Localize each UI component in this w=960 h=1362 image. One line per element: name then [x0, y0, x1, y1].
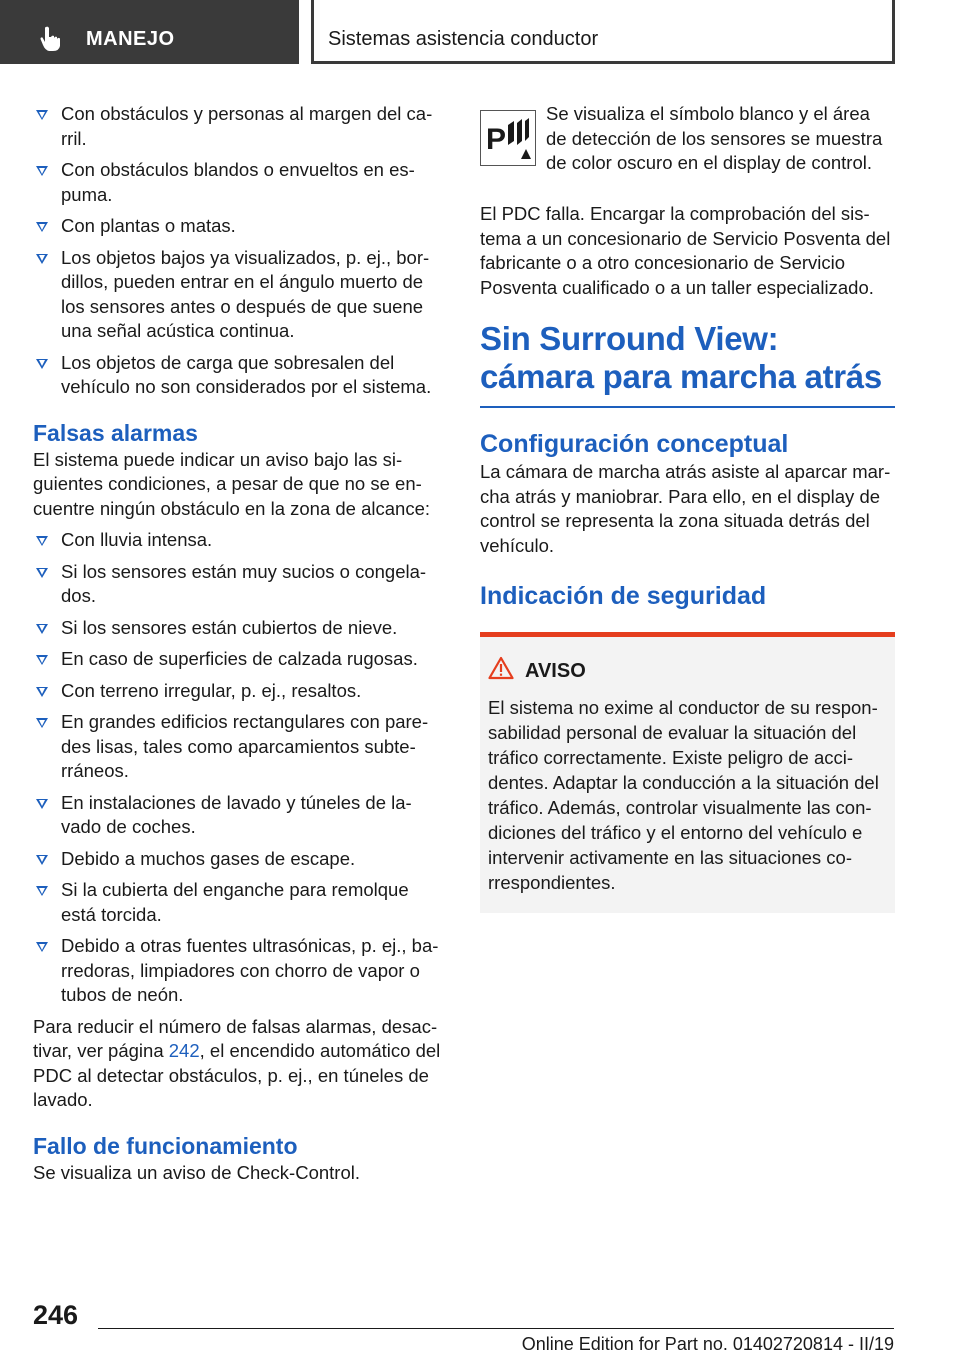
false-alarms-intro: El sistema puede indicar un aviso bajo las siguientes condiciones, a pesar de que no se encuentre ningún obstáculo en la zona de alcance:	[33, 448, 431, 519]
triangle-bullet-icon	[36, 687, 48, 697]
list-item: Con obstáculos blandos o envueltos en espuma.	[33, 158, 443, 207]
triangle-bullet-icon	[36, 110, 48, 120]
triangle-bullet-icon	[36, 718, 48, 728]
reduce-false-alarms-text: Para reducir el número de falsas alarmas, desactivar, ver página 242, el encendido automático del PDC al detectar obstáculos, p. ej., en túneles de lavado.	[33, 1015, 441, 1110]
warning-triangle-icon	[488, 656, 514, 680]
list-item: Debido a otras fuentes ultrasónicas, p. ej., barredoras, limpiadores con chorro de vapor o tubos de neón.	[33, 934, 443, 1008]
svg-text:P: P	[486, 123, 507, 156]
edition-footer: Online Edition for Part no. 01402720814 - II/19	[521, 1334, 894, 1354]
symbol-description: Se visualiza el símbolo blanco y el área de detección de los sensores se muestra de color oscuro en el display de control.	[546, 103, 883, 173]
triangle-bullet-icon	[36, 799, 48, 809]
right-column	[480, 102, 895, 913]
triangle-bullet-icon	[36, 222, 48, 232]
list-item: Si los sensores están cubiertos de nieve.	[33, 616, 443, 641]
list-item: Si la cubierta del enganche para remolque está torcida.	[33, 878, 443, 927]
list-item: Con obstáculos y personas al margen del carril.	[33, 102, 443, 151]
page-number: 246	[33, 1300, 79, 1330]
false-alarms-list	[33, 528, 443, 1008]
chapter-header	[311, 0, 895, 64]
triangle-bullet-icon	[36, 886, 48, 896]
safety-heading: Indicación de seguridad	[480, 582, 767, 610]
list-item: En instalaciones de lavado y túneles de lavado de coches.	[33, 791, 443, 840]
heading-divider	[480, 406, 895, 408]
main-heading: Sin Surround View: cámara para marcha atrás	[480, 320, 882, 395]
list-item: En caso de superficies de calzada rugosas.	[33, 647, 443, 672]
pdc-sensor-icon	[480, 110, 536, 166]
triangle-bullet-icon	[36, 624, 48, 634]
warning-title: AVISO	[488, 659, 887, 683]
concept-text: La cámara de marcha atrás asiste al aparcar marcha atrás y maniobrar. Para ello, en el display de control se representa la zona situada detrás del vehículo.	[480, 461, 891, 556]
list-item: Los objetos bajos ya visualizados, p. ej., bordillos, pueden entrar en el ángulo muerto de los sensores antes o después de que suene una señal acústica continua.	[33, 246, 443, 344]
triangle-bullet-icon	[36, 536, 48, 546]
pdc-fault-text: El PDC falla. Encargar la comprobación del sistema a un concesionario de Servicio Posventa del fabricante o a otro concesionario de Servicio Posventa cualificado o a un taller especializado.	[480, 203, 891, 298]
section-title: MANEJO	[86, 28, 175, 50]
section-tab[interactable]	[0, 0, 299, 64]
malfunction-heading: Fallo de funcionamiento	[33, 1132, 298, 1159]
triangle-bullet-icon	[36, 655, 48, 665]
malfunction-text: Se visualiza un aviso de Check-Control.	[33, 1161, 360, 1183]
symbol-row	[480, 102, 895, 202]
concept-heading: Configuración conceptual	[480, 430, 789, 458]
list-item: En grandes edificios rectangulares con paredes lisas, tales como aparcamientos subterráneos.	[33, 710, 443, 784]
left-column	[33, 102, 443, 1192]
page-link[interactable]: 242	[168, 1040, 200, 1061]
list-item: Los objetos de carga que sobresalen del vehículo no son considerados por el sistema.	[33, 351, 443, 400]
list-item: Con plantas o matas.	[33, 214, 443, 239]
list-item: Si los sensores están muy sucios o congelados.	[33, 560, 443, 609]
limitations-list	[33, 102, 443, 400]
triangle-bullet-icon	[36, 254, 48, 264]
triangle-bullet-icon	[36, 568, 48, 578]
false-alarms-heading: Falsas alarmas	[33, 419, 198, 446]
triangle-bullet-icon	[36, 855, 48, 865]
triangle-bullet-icon	[36, 359, 48, 369]
footer-divider	[98, 1328, 894, 1329]
triangle-bullet-icon	[36, 942, 48, 952]
warning-text: El sistema no exime al conductor de su responsabilidad personal de evaluar la situación del tráfico correctamente. Existe peligro de accidentes. Adaptar la conducción a la situación del tráfico. Además, controlar visualmente las condiciones del tráfico y el entorno del vehículo e intervenir activamente en las situaciones correspondientes.	[488, 697, 879, 893]
chapter-title: Sistemas asistencia conductor	[328, 28, 599, 50]
list-item: Con terreno irregular, p. ej., resaltos.	[33, 679, 443, 704]
list-item: Debido a muchos gases de escape.	[33, 847, 443, 872]
triangle-bullet-icon	[36, 166, 48, 176]
warning-box	[480, 637, 895, 913]
list-item: Con lluvia intensa.	[33, 528, 443, 553]
hand-pointer-icon	[40, 26, 68, 52]
